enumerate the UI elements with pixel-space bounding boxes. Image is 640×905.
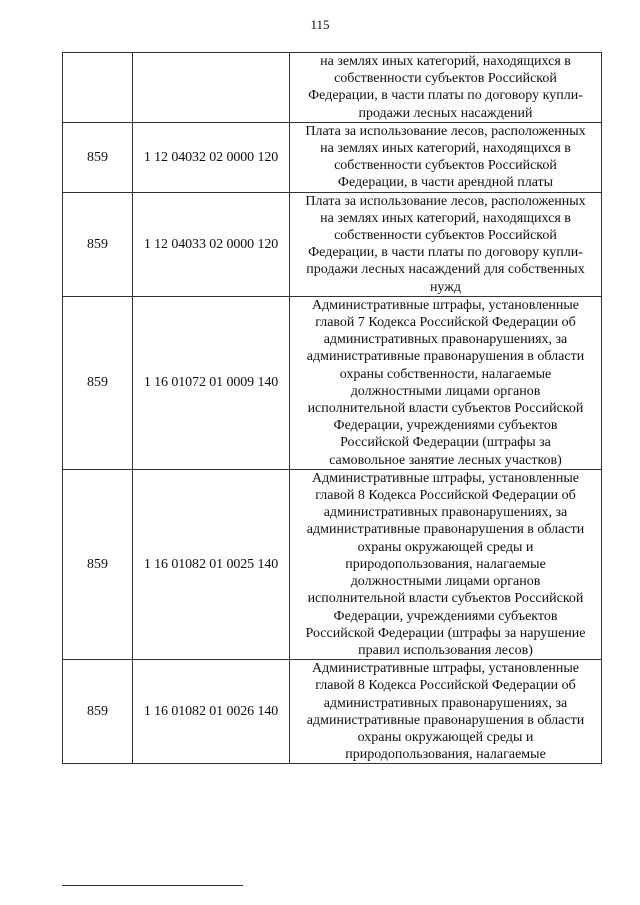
page-number: 115 [310, 17, 330, 32]
revenue-name-cell [290, 53, 602, 123]
admin-code-cell: 859 [63, 122, 133, 192]
revenue-name-line: продажи лесных насаждений для собственных [306, 262, 585, 278]
revenue-name-line: Российской Федерации (штрафы за нарушение [305, 625, 586, 641]
revenue-name-line: административных правонарушениях, за [323, 505, 568, 521]
revenue-name-line: нужд [429, 279, 462, 295]
revenue-name-line: на землях иных категорий, находящихся в [320, 210, 571, 226]
revenue-name-line: административные правонарушения в области [306, 349, 585, 365]
admin-code-cell [63, 53, 133, 123]
revenue-name-line: Плата за использование лесов, расположенных [305, 193, 586, 209]
revenue-name-line: административные правонарушения в области [306, 712, 585, 728]
kbk-code-cell: 1 16 01082 01 0025 140 [133, 469, 290, 659]
revenue-name-line: собственности субъектов Российской [334, 71, 557, 87]
revenue-name-cell [290, 660, 602, 764]
kbk-code-cell: 1 12 04032 02 0000 120 [133, 122, 290, 192]
revenue-name-line: на землях иных категорий, находящихся в [320, 141, 571, 157]
table-row [63, 296, 602, 469]
revenue-name-line: Российской Федерации (штрафы за [340, 435, 551, 451]
revenue-name-line: исполнительной власти субъектов Российской [307, 591, 584, 607]
revenue-name-line: главой 7 Кодекса Российской Федерации об [315, 315, 576, 331]
revenue-name-line: Федерации, в части платы по договору купли- [308, 245, 583, 261]
revenue-name-cell [290, 122, 602, 192]
revenue-name-line: Административные штрафы, установленные [312, 470, 579, 486]
revenue-name-line: административных правонарушениях, за [323, 695, 568, 711]
admin-code-cell: 859 [63, 469, 133, 659]
admin-code-cell: 859 [63, 296, 133, 469]
revenue-name-line: должностными лицами органов [350, 383, 541, 399]
kbk-code-cell: 1 16 01072 01 0009 140 [133, 296, 290, 469]
table-row [63, 53, 602, 123]
revenue-name-line: должностными лицами органов [350, 574, 541, 590]
revenue-name-line: Федерации, учреждениями субъектов [333, 418, 558, 434]
revenue-name-line: Административные штрафы, установленные [312, 297, 579, 313]
table-row [63, 122, 602, 192]
revenue-name-line: административные правонарушения в области [306, 522, 585, 538]
revenue-name-line: Федерации, в части арендной платы [337, 175, 554, 191]
revenue-name-line: главой 8 Кодекса Российской Федерации об [315, 488, 576, 504]
revenue-name-line: охраны собственности, налагаемые [339, 366, 552, 382]
revenue-name-line: административных правонарушениях, за [323, 332, 568, 348]
revenue-name-cell [290, 469, 602, 659]
revenue-name-cell [290, 192, 602, 296]
revenue-name-line: главой 8 Кодекса Российской Федерации об [315, 678, 576, 694]
revenue-name-line: природопользования, налагаемые [345, 556, 546, 572]
footnote-rule [62, 885, 243, 886]
revenue-name-line: собственности субъектов Российской [334, 158, 557, 174]
revenue-name-line: самовольное занятие лесных участков) [329, 452, 562, 468]
admin-code-cell: 859 [63, 192, 133, 296]
kbk-code-cell [133, 53, 290, 123]
revenue-name-line: охраны окружающей среды и [357, 539, 534, 555]
revenue-name-line: Плата за использование лесов, расположенных [305, 123, 586, 139]
revenue-name-line: собственности субъектов Российской [334, 228, 557, 244]
table-body [63, 53, 602, 764]
revenue-name-line: продажи лесных насаждений [358, 105, 533, 121]
kbk-code-cell: 1 12 04033 02 0000 120 [133, 192, 290, 296]
revenue-name-cell [290, 296, 602, 469]
table-row [63, 469, 602, 659]
revenue-name-line: Административные штрафы, установленные [312, 661, 579, 677]
revenue-name-line: Федерации, в части платы по договору купли- [308, 88, 583, 104]
table-row [63, 660, 602, 764]
revenue-name-line: правил использования лесов) [358, 642, 533, 658]
revenue-name-line: на землях иных категорий, находящихся в [320, 54, 571, 69]
revenue-name-line: охраны окружающей среды и [357, 729, 534, 745]
revenue-name-line: Федерации, учреждениями субъектов [333, 608, 558, 624]
revenue-codes-table [62, 52, 602, 764]
revenue-name-line: природопользования, налагаемые [345, 747, 546, 763]
revenue-name-line: исполнительной власти субъектов Российской [307, 401, 584, 417]
table-row [63, 192, 602, 296]
admin-code-cell: 859 [63, 660, 133, 764]
kbk-code-cell: 1 16 01082 01 0026 140 [133, 660, 290, 764]
